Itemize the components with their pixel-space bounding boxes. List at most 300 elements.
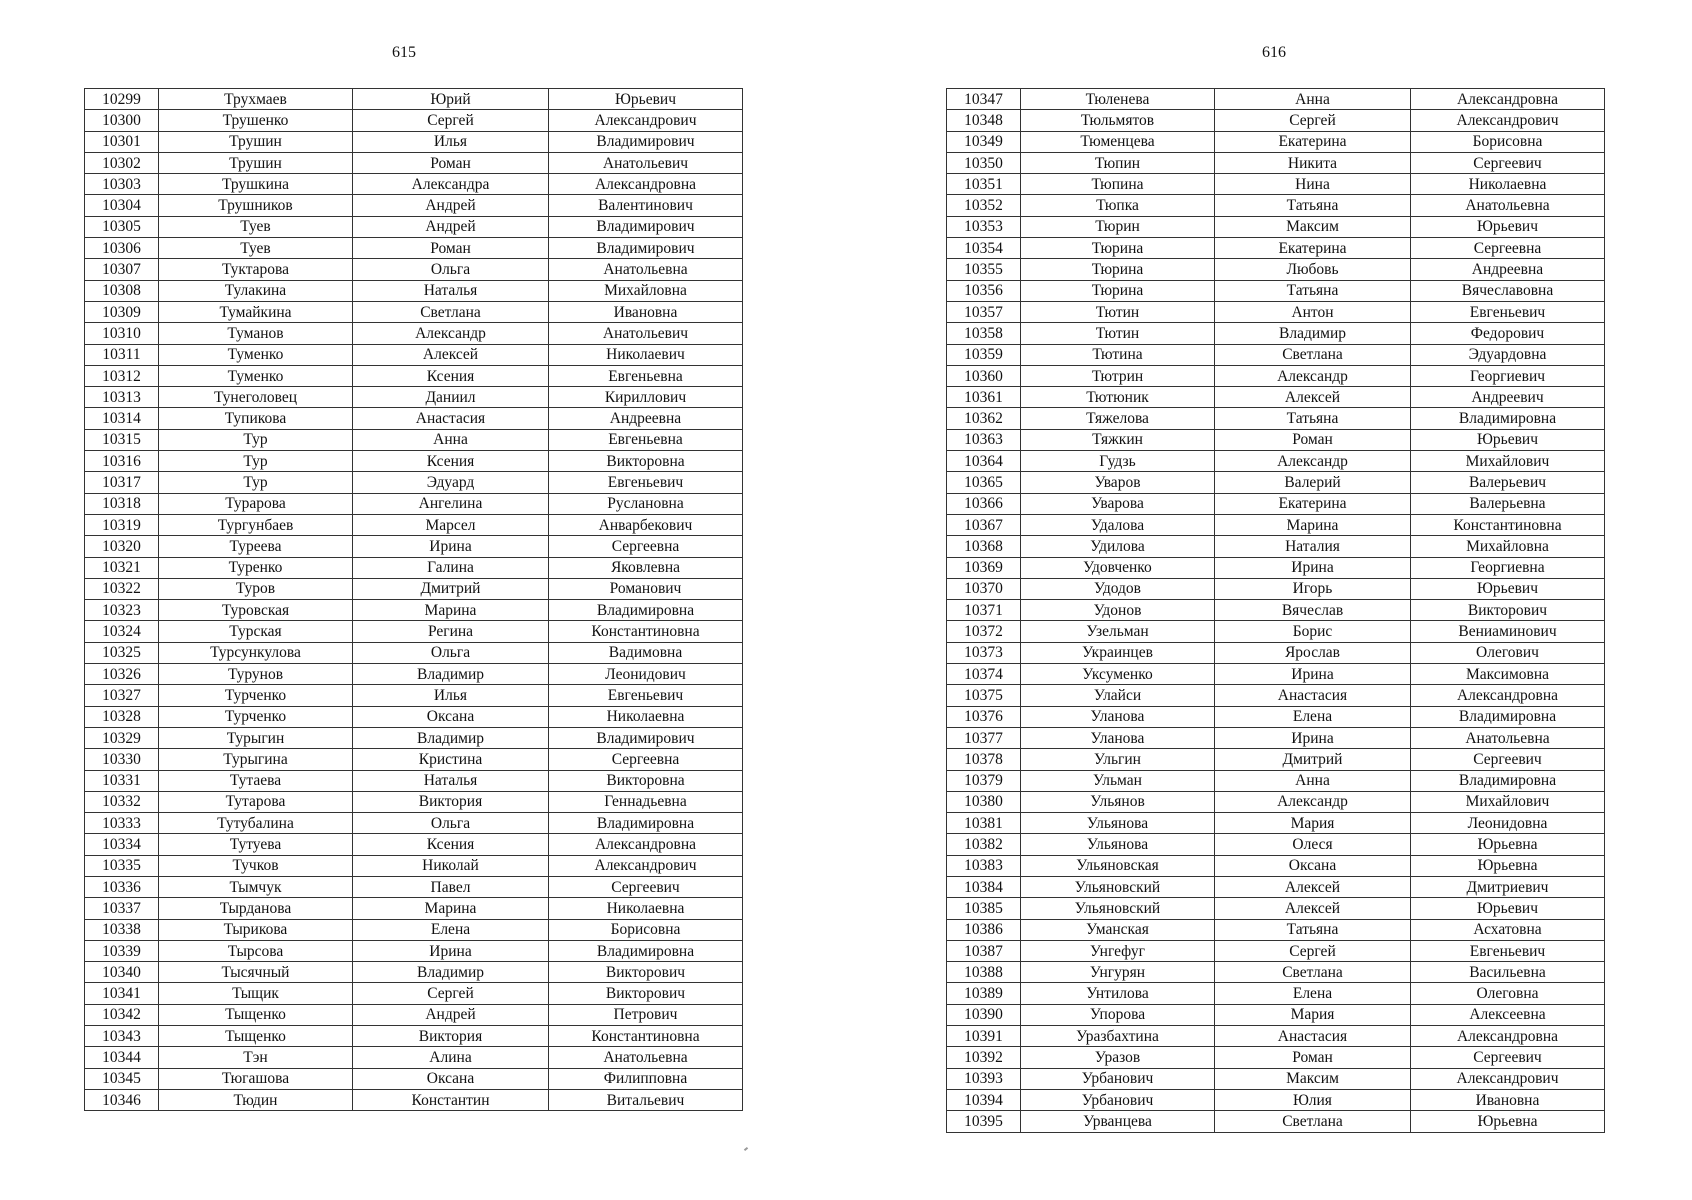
surname-cell: Тырсова — [159, 940, 353, 961]
patronymic-cell: Олеговна — [1411, 983, 1605, 1004]
surname-cell: Унтилова — [1021, 983, 1215, 1004]
first-name-cell: Виктория — [353, 791, 549, 812]
first-name-cell: Роман — [353, 152, 549, 173]
first-name-cell: Татьяна — [1215, 408, 1411, 429]
first-name-cell: Никита — [1215, 152, 1411, 173]
first-name-cell: Кристина — [353, 749, 549, 770]
surname-cell: Тэн — [159, 1047, 353, 1068]
surname-cell: Тяжелова — [1021, 408, 1215, 429]
patronymic-cell: Александрович — [549, 855, 743, 876]
table-row — [947, 706, 1605, 727]
table-row — [85, 451, 743, 472]
record-number-cell: 10365 — [947, 472, 1021, 493]
patronymic-cell: Анатольевич — [549, 323, 743, 344]
record-number-cell: 10387 — [947, 940, 1021, 961]
surname-cell: Турыгина — [159, 749, 353, 770]
surname-cell: Туровская — [159, 600, 353, 621]
surname-cell: Урванцева — [1021, 1111, 1215, 1132]
patronymic-cell: Юрьевич — [1411, 216, 1605, 237]
first-name-cell: Владимир — [353, 664, 549, 685]
patronymic-cell: Владимирович — [549, 727, 743, 748]
first-name-cell: Павел — [353, 876, 549, 897]
table-row — [947, 940, 1605, 961]
table-row — [85, 365, 743, 386]
first-name-cell: Ирина — [1215, 727, 1411, 748]
patronymic-cell: Викторовна — [549, 770, 743, 791]
patronymic-cell: Сергеевич — [549, 876, 743, 897]
record-number-cell: 10356 — [947, 280, 1021, 301]
record-number-cell: 10304 — [85, 195, 159, 216]
record-number-cell: 10335 — [85, 855, 159, 876]
first-name-cell: Алина — [353, 1047, 549, 1068]
first-name-cell: Галина — [353, 557, 549, 578]
surname-cell: Тулакина — [159, 280, 353, 301]
record-number-cell: 10339 — [85, 940, 159, 961]
patronymic-cell: Александрович — [1411, 1068, 1605, 1089]
surname-cell: Туменко — [159, 365, 353, 386]
table-row — [947, 578, 1605, 599]
patronymic-cell: Дмитриевич — [1411, 876, 1605, 897]
surname-cell: Ульянова — [1021, 813, 1215, 834]
record-number-cell: 10324 — [85, 621, 159, 642]
record-number-cell: 10300 — [85, 110, 159, 131]
surname-cell: Тюрин — [1021, 216, 1215, 237]
patronymic-cell: Вениаминович — [1411, 621, 1605, 642]
patronymic-cell: Асхатовна — [1411, 919, 1605, 940]
first-name-cell: Наталия — [1215, 536, 1411, 557]
table-row — [947, 1004, 1605, 1025]
patronymic-cell: Юрьевич — [1411, 429, 1605, 450]
first-name-cell: Марина — [353, 898, 549, 919]
first-name-cell: Татьяна — [1215, 280, 1411, 301]
patronymic-cell: Владимирович — [549, 131, 743, 152]
table-row — [947, 1089, 1605, 1110]
record-number-cell: 10354 — [947, 238, 1021, 259]
surname-cell: Туреева — [159, 536, 353, 557]
surname-cell: Турсункулова — [159, 642, 353, 663]
surname-cell: Уразбахтина — [1021, 1026, 1215, 1047]
record-number-cell: 10307 — [85, 259, 159, 280]
table-row — [85, 706, 743, 727]
record-number-cell: 10389 — [947, 983, 1021, 1004]
surname-cell: Удалова — [1021, 514, 1215, 535]
surname-cell: Ульянова — [1021, 834, 1215, 855]
table-row — [85, 110, 743, 131]
patronymic-cell: Викторович — [549, 983, 743, 1004]
table-row — [85, 940, 743, 961]
table-row — [947, 238, 1605, 259]
first-name-cell: Андрей — [353, 195, 549, 216]
surname-cell: Тютина — [1021, 344, 1215, 365]
surname-cell: Тучков — [159, 855, 353, 876]
first-name-cell: Владимир — [1215, 323, 1411, 344]
record-number-cell: 10366 — [947, 493, 1021, 514]
record-number-cell: 10332 — [85, 791, 159, 812]
first-name-cell: Андрей — [353, 216, 549, 237]
table-row — [85, 791, 743, 812]
patronymic-cell: Борисовна — [1411, 131, 1605, 152]
surname-cell: Трушников — [159, 195, 353, 216]
surname-cell: Уварова — [1021, 493, 1215, 514]
record-number-cell: 10321 — [85, 557, 159, 578]
table-row — [85, 1004, 743, 1025]
record-number-cell: 10372 — [947, 621, 1021, 642]
first-name-cell: Ольга — [353, 642, 549, 663]
table-row — [85, 472, 743, 493]
patronymic-cell: Николаевна — [549, 898, 743, 919]
patronymic-cell: Сергеевна — [549, 749, 743, 770]
record-number-cell: 10346 — [85, 1089, 159, 1110]
table-row — [947, 919, 1605, 940]
table-row — [85, 152, 743, 173]
record-number-cell: 10301 — [85, 131, 159, 152]
first-name-cell: Екатерина — [1215, 131, 1411, 152]
record-number-cell: 10311 — [85, 344, 159, 365]
table-row — [85, 387, 743, 408]
surname-cell: Ульяновский — [1021, 876, 1215, 897]
surname-cell: Удовченко — [1021, 557, 1215, 578]
first-name-cell: Даниил — [353, 387, 549, 408]
first-name-cell: Виктория — [353, 1026, 549, 1047]
surname-cell: Уманская — [1021, 919, 1215, 940]
surname-cell: Тюпина — [1021, 174, 1215, 195]
table-row — [947, 429, 1605, 450]
first-name-cell: Ирина — [353, 940, 549, 961]
patronymic-cell: Андреевна — [549, 408, 743, 429]
first-name-cell: Ксения — [353, 451, 549, 472]
patronymic-cell: Сергеевна — [1411, 238, 1605, 259]
table-row — [85, 642, 743, 663]
surname-cell: Тюрина — [1021, 259, 1215, 280]
table-row — [85, 749, 743, 770]
patronymic-cell: Филипповна — [549, 1068, 743, 1089]
record-number-cell: 10349 — [947, 131, 1021, 152]
patronymic-cell: Викторовна — [549, 451, 743, 472]
first-name-cell: Николай — [353, 855, 549, 876]
record-number-cell: 10378 — [947, 749, 1021, 770]
record-number-cell: 10351 — [947, 174, 1021, 195]
table-row — [947, 387, 1605, 408]
record-number-cell: 10347 — [947, 89, 1021, 110]
patronymic-cell: Анварбекович — [549, 514, 743, 535]
patronymic-cell: Константиновна — [1411, 514, 1605, 535]
first-name-cell: Алексей — [1215, 876, 1411, 897]
table-row — [947, 962, 1605, 983]
surname-cell: Упорова — [1021, 1004, 1215, 1025]
surname-cell: Тюрина — [1021, 238, 1215, 259]
roster-table — [946, 88, 1605, 1133]
table-row — [85, 259, 743, 280]
patronymic-cell: Евгеньевна — [549, 365, 743, 386]
surname-cell: Турарова — [159, 493, 353, 514]
first-name-cell: Анна — [1215, 89, 1411, 110]
surname-cell: Уксуменко — [1021, 664, 1215, 685]
record-number-cell: 10363 — [947, 429, 1021, 450]
first-name-cell: Юрий — [353, 89, 549, 110]
record-number-cell: 10310 — [85, 323, 159, 344]
patronymic-cell: Леонидович — [549, 664, 743, 685]
page-number: 615 — [392, 44, 416, 61]
table-row — [947, 727, 1605, 748]
first-name-cell: Алексей — [1215, 387, 1411, 408]
table-row — [947, 898, 1605, 919]
patronymic-cell: Валерьевна — [1411, 493, 1605, 514]
patronymic-cell: Владимирович — [549, 216, 743, 237]
patronymic-cell: Александрович — [1411, 110, 1605, 131]
patronymic-cell: Юрьевна — [1411, 855, 1605, 876]
first-name-cell: Нина — [1215, 174, 1411, 195]
record-number-cell: 10331 — [85, 770, 159, 791]
first-name-cell: Светлана — [1215, 1111, 1411, 1132]
record-number-cell: 10337 — [85, 898, 159, 919]
first-name-cell: Максим — [1215, 216, 1411, 237]
record-number-cell: 10382 — [947, 834, 1021, 855]
table-row — [85, 408, 743, 429]
patronymic-cell: Владимировна — [1411, 770, 1605, 791]
record-number-cell: 10359 — [947, 344, 1021, 365]
first-name-cell: Ирина — [1215, 557, 1411, 578]
patronymic-cell: Михайловна — [549, 280, 743, 301]
table-row — [85, 344, 743, 365]
patronymic-cell: Вадимовна — [549, 642, 743, 663]
patronymic-cell: Сергеевич — [1411, 749, 1605, 770]
patronymic-cell: Викторович — [549, 962, 743, 983]
surname-cell: Тырданова — [159, 898, 353, 919]
first-name-cell: Анна — [1215, 770, 1411, 791]
patronymic-cell: Юрьевич — [1411, 898, 1605, 919]
record-number-cell: 10383 — [947, 855, 1021, 876]
table-row — [85, 578, 743, 599]
first-name-cell: Марина — [353, 600, 549, 621]
surname-cell: Уразов — [1021, 1047, 1215, 1068]
patronymic-cell: Евгеньевич — [1411, 301, 1605, 322]
first-name-cell: Татьяна — [1215, 919, 1411, 940]
first-name-cell: Светлана — [1215, 344, 1411, 365]
first-name-cell: Ксения — [353, 365, 549, 386]
table-row — [947, 472, 1605, 493]
record-number-cell: 10323 — [85, 600, 159, 621]
surname-cell: Тюрина — [1021, 280, 1215, 301]
patronymic-cell: Витальевич — [549, 1089, 743, 1110]
surname-cell: Трушенко — [159, 110, 353, 131]
table-row — [85, 685, 743, 706]
patronymic-cell: Владимировна — [549, 940, 743, 961]
surname-cell: Тюгашова — [159, 1068, 353, 1089]
surname-cell: Тютин — [1021, 323, 1215, 344]
record-number-cell: 10330 — [85, 749, 159, 770]
first-name-cell: Ирина — [353, 536, 549, 557]
patronymic-cell: Владимировна — [1411, 706, 1605, 727]
surname-cell: Тюпка — [1021, 195, 1215, 216]
table-row — [947, 983, 1605, 1004]
record-number-cell: 10309 — [85, 301, 159, 322]
table-row — [85, 813, 743, 834]
first-name-cell: Анастасия — [1215, 685, 1411, 706]
patronymic-cell: Евгеньевна — [549, 429, 743, 450]
surname-cell: Гудзь — [1021, 451, 1215, 472]
table-row — [85, 727, 743, 748]
surname-cell: Тунеголовец — [159, 387, 353, 408]
scan-speck — [744, 1147, 748, 1151]
record-number-cell: 10358 — [947, 323, 1021, 344]
record-number-cell: 10333 — [85, 813, 159, 834]
patronymic-cell: Яковлевна — [549, 557, 743, 578]
patronymic-cell: Олегович — [1411, 642, 1605, 663]
table-row — [947, 813, 1605, 834]
record-number-cell: 10348 — [947, 110, 1021, 131]
patronymic-cell: Анатольевна — [549, 259, 743, 280]
table-row — [85, 216, 743, 237]
record-number-cell: 10357 — [947, 301, 1021, 322]
record-number-cell: 10306 — [85, 238, 159, 259]
table-row — [947, 174, 1605, 195]
record-number-cell: 10352 — [947, 195, 1021, 216]
first-name-cell: Олеся — [1215, 834, 1411, 855]
table-row — [947, 301, 1605, 322]
record-number-cell: 10328 — [85, 706, 159, 727]
table-row — [85, 323, 743, 344]
surname-cell: Удодов — [1021, 578, 1215, 599]
table-row — [947, 770, 1605, 791]
record-number-cell: 10367 — [947, 514, 1021, 535]
surname-cell: Узельман — [1021, 621, 1215, 642]
surname-cell: Ульман — [1021, 770, 1215, 791]
surname-cell: Тутуева — [159, 834, 353, 855]
first-name-cell: Алексей — [1215, 898, 1411, 919]
record-number-cell: 10318 — [85, 493, 159, 514]
surname-cell: Тыщенко — [159, 1004, 353, 1025]
table-row — [85, 898, 743, 919]
record-number-cell: 10394 — [947, 1089, 1021, 1110]
patronymic-cell: Андреевич — [1411, 387, 1605, 408]
table-row — [85, 1089, 743, 1110]
record-number-cell: 10362 — [947, 408, 1021, 429]
record-number-cell: 10377 — [947, 727, 1021, 748]
patronymic-cell: Николаевна — [1411, 174, 1605, 195]
patronymic-cell: Анатольевич — [549, 152, 743, 173]
table-row — [85, 855, 743, 876]
first-name-cell: Наталья — [353, 280, 549, 301]
table-row — [85, 131, 743, 152]
surname-cell: Тур — [159, 472, 353, 493]
first-name-cell: Ангелина — [353, 493, 549, 514]
first-name-cell: Сергей — [1215, 940, 1411, 961]
first-name-cell: Елена — [353, 919, 549, 940]
surname-cell: Тысячный — [159, 962, 353, 983]
table-row — [85, 983, 743, 1004]
record-number-cell: 10334 — [85, 834, 159, 855]
record-number-cell: 10353 — [947, 216, 1021, 237]
surname-cell: Туренко — [159, 557, 353, 578]
patronymic-cell: Анатольевна — [549, 1047, 743, 1068]
surname-cell: Турунов — [159, 664, 353, 685]
table-row — [947, 365, 1605, 386]
patronymic-cell: Владимировна — [1411, 408, 1605, 429]
first-name-cell: Илья — [353, 131, 549, 152]
first-name-cell: Елена — [1215, 706, 1411, 727]
table-row — [947, 514, 1605, 535]
table-row — [947, 195, 1605, 216]
patronymic-cell: Сергеевич — [1411, 1047, 1605, 1068]
patronymic-cell: Юрьевна — [1411, 834, 1605, 855]
surname-cell: Трухмаев — [159, 89, 353, 110]
patronymic-cell: Юрьевич — [1411, 578, 1605, 599]
surname-cell: Трушкина — [159, 174, 353, 195]
table-row — [85, 514, 743, 535]
first-name-cell: Андрей — [353, 1004, 549, 1025]
record-number-cell: 10379 — [947, 770, 1021, 791]
record-number-cell: 10373 — [947, 642, 1021, 663]
patronymic-cell: Федорович — [1411, 323, 1605, 344]
surname-cell: Удонов — [1021, 600, 1215, 621]
surname-cell: Ульяновская — [1021, 855, 1215, 876]
surname-cell: Тутарова — [159, 791, 353, 812]
record-number-cell: 10313 — [85, 387, 159, 408]
first-name-cell: Дмитрий — [1215, 749, 1411, 770]
record-number-cell: 10374 — [947, 664, 1021, 685]
first-name-cell: Ольга — [353, 259, 549, 280]
first-name-cell: Вячеслав — [1215, 600, 1411, 621]
record-number-cell: 10388 — [947, 962, 1021, 983]
first-name-cell: Марсел — [353, 514, 549, 535]
table-row — [85, 876, 743, 897]
table-row — [85, 280, 743, 301]
first-name-cell: Юлия — [1215, 1089, 1411, 1110]
patronymic-cell: Михайлович — [1411, 791, 1605, 812]
table-row — [947, 876, 1605, 897]
first-name-cell: Светлана — [1215, 962, 1411, 983]
surname-cell: Удилова — [1021, 536, 1215, 557]
first-name-cell: Татьяна — [1215, 195, 1411, 216]
record-number-cell: 10314 — [85, 408, 159, 429]
patronymic-cell: Евгеньевич — [1411, 940, 1605, 961]
patronymic-cell: Николаевна — [549, 706, 743, 727]
first-name-cell: Александр — [1215, 451, 1411, 472]
patronymic-cell: Борисовна — [549, 919, 743, 940]
surname-cell: Туев — [159, 238, 353, 259]
first-name-cell: Сергей — [353, 983, 549, 1004]
patronymic-cell: Романович — [549, 578, 743, 599]
record-number-cell: 10384 — [947, 876, 1021, 897]
patronymic-cell: Александровна — [1411, 89, 1605, 110]
record-number-cell: 10329 — [85, 727, 159, 748]
surname-cell: Тюльмятов — [1021, 110, 1215, 131]
table-row — [85, 600, 743, 621]
first-name-cell: Александра — [353, 174, 549, 195]
record-number-cell: 10361 — [947, 387, 1021, 408]
surname-cell: Унгурян — [1021, 962, 1215, 983]
surname-cell: Тутаева — [159, 770, 353, 791]
surname-cell: Тютрин — [1021, 365, 1215, 386]
patronymic-cell: Сергеевич — [1411, 152, 1605, 173]
patronymic-cell: Георгиевич — [1411, 365, 1605, 386]
table-row — [947, 1068, 1605, 1089]
surname-cell: Урбанович — [1021, 1068, 1215, 1089]
table-row — [85, 301, 743, 322]
page-number: 616 — [1262, 44, 1286, 61]
surname-cell: Тяжкин — [1021, 429, 1215, 450]
record-number-cell: 10364 — [947, 451, 1021, 472]
first-name-cell: Эдуард — [353, 472, 549, 493]
first-name-cell: Валерий — [1215, 472, 1411, 493]
surname-cell: Тымчук — [159, 876, 353, 897]
patronymic-cell: Ивановна — [1411, 1089, 1605, 1110]
first-name-cell: Анастасия — [1215, 1026, 1411, 1047]
table-row — [947, 110, 1605, 131]
table-row — [947, 1047, 1605, 1068]
first-name-cell: Сергей — [353, 110, 549, 131]
first-name-cell: Ксения — [353, 834, 549, 855]
